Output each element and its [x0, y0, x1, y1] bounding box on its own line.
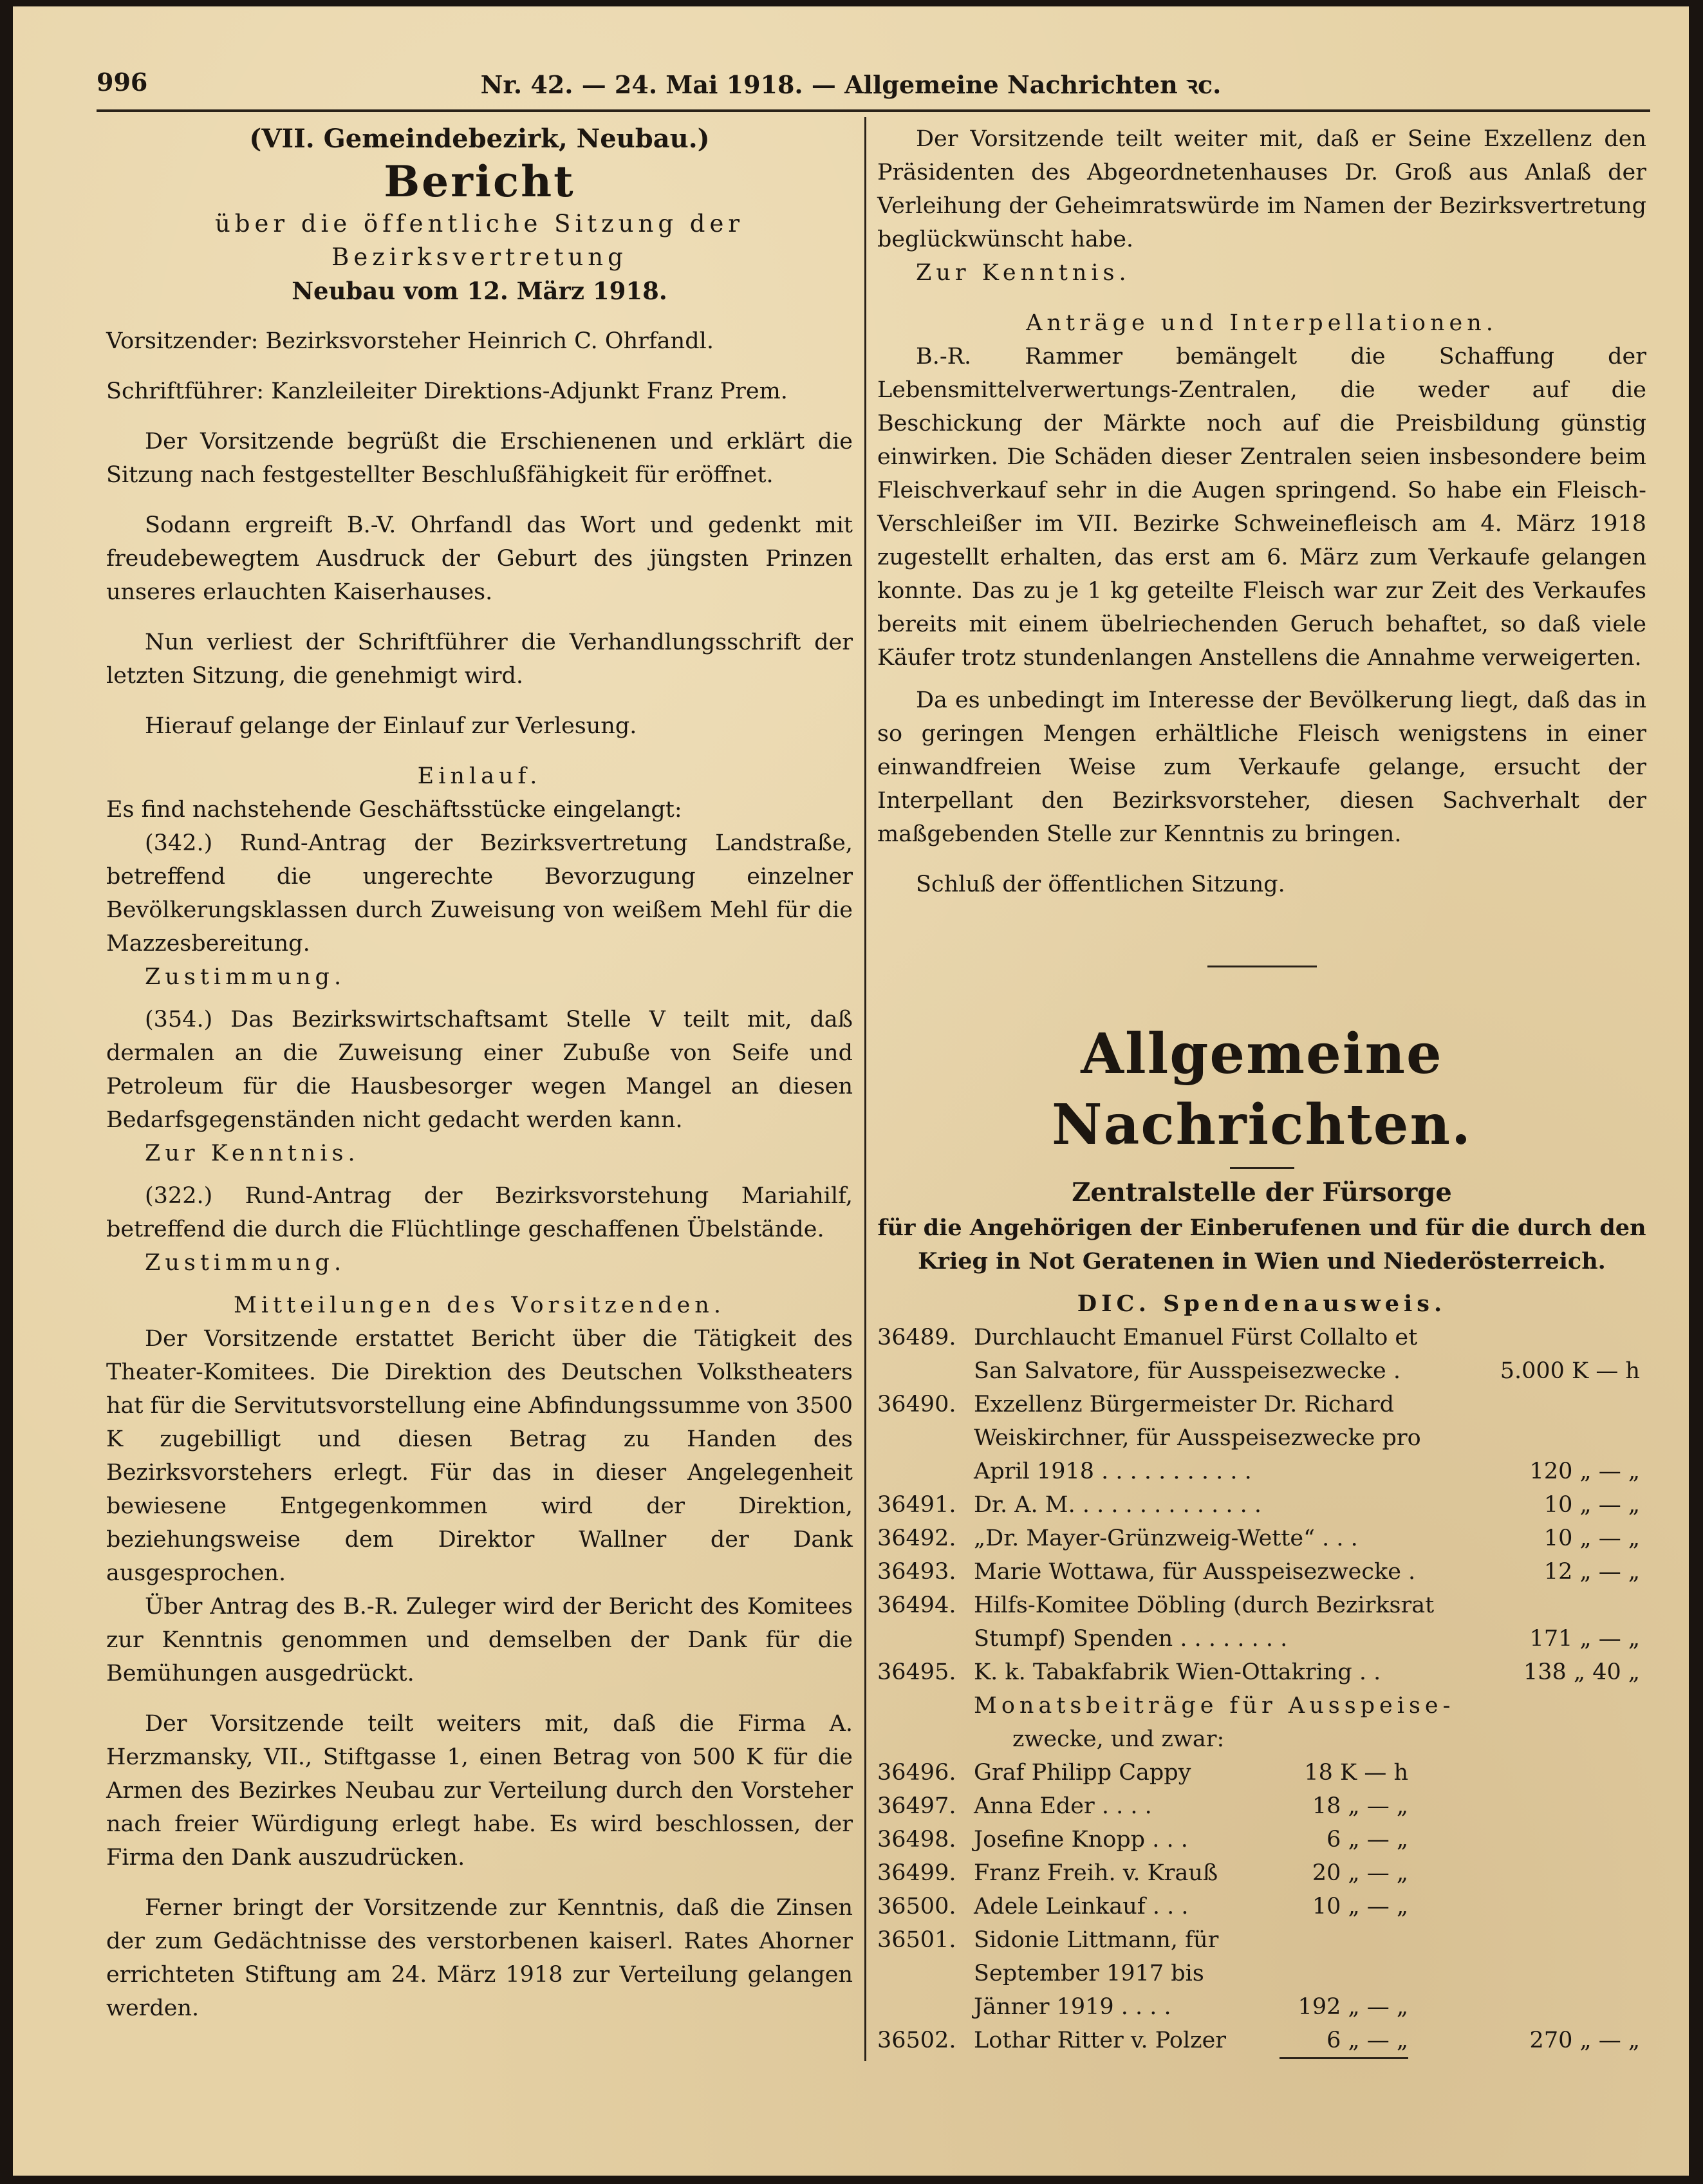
donation-row: Monatsbeiträge für Ausspeise-: [974, 1693, 1455, 1719]
org-subtitle: für die Angehörigen der Einberufenen und für die durch den Krieg in Not Geratenen in Wien und Niederösterreich.: [877, 1215, 1646, 1274]
donation-row: Jänner 1919 . . . . 192 „ — „: [974, 1994, 1408, 2020]
paragraph: Der Vorsitzende teilt weiter mit, daß er Seine Exzellenz den Präsidenten des Abgeordnetenhauses Dr. Groß aus Anlaß der Verleihung der Geheimratswürde im Namen der Bezirksvertretung beglückwünscht habe.: [877, 126, 1646, 252]
report-date: Neubau vom 12. März 1918.: [292, 277, 667, 305]
right-column: [877, 122, 1646, 2059]
donation-row: 36492. „Dr. Mayer-Grünzweig-Wette“ . . . 10 „ — „: [877, 1526, 1640, 1551]
donation-row: 36502. Lothar Ritter v. Polzer 6 „ — „ 270 „ — „: [877, 2024, 1646, 2059]
donation-row: 36493. Marie Wottawa, für Ausspeisezwecke . 12 „ — „: [877, 1559, 1640, 1585]
donation-row: 36498. Josefine Knopp . . . 6 „ — „: [877, 1827, 1408, 1853]
report-subtitle: über die öffentliche Sitzung der Bezirksvertretung: [214, 210, 745, 271]
donation-row: 36494. Hilfs-Komitee Döbling (durch Bezirksrat: [877, 1592, 1435, 1618]
left-column: [106, 122, 853, 2025]
donation-row: 36501. Sidonie Littmann, für: [877, 1927, 1219, 1953]
paragraph: Schluß der öffentlichen Sitzung.: [916, 872, 1285, 897]
donation-row: San Salvatore, für Ausspeisezwecke . 5.000 K — h: [974, 1358, 1640, 1384]
donation-row: April 1918 . . . . . . . . . . . 120 „ — „: [974, 1459, 1640, 1484]
news-title: Allgemeine Nachrichten.: [1051, 1022, 1472, 1157]
paragraph: Der Vorsitzende erstattet Bericht über die Tätigkeit des Theater-Komitees. Die Direktion des Deutschen Volkstheaters hat für die Servitutsvorstellung eine Abfindungssumme von 3500 K zugebilligt und diesen Betrag zu Handen des Bezirksvorstehers erlegt. Für das in dieser Angelegenheit bewiesene Entgegenkommen wird der Direktion, beziehungsweise dem Direktor Wallner der Dank ausgesprochen.: [106, 1326, 853, 1586]
agenda-result: Zur Kenntnis.: [916, 260, 1131, 286]
section-heading: Mitteilungen des Vorsitzenden.: [234, 1293, 725, 1318]
title-divider: [1230, 1167, 1294, 1169]
section-divider: [1207, 966, 1317, 967]
donation-row: 36500. Adele Leinkauf . . . 10 „ — „: [877, 1894, 1408, 1919]
paragraph: Der Vorsitzende begrüßt die Erschienenen und erklärt die Sitzung nach festgestellter Beschlußfähigkeit für eröffnet.: [106, 429, 853, 488]
paragraph: Nun verliest der Schriftführer die Verhandlungsschrift der letzten Sitzung, die genehmigt wird.: [106, 630, 853, 689]
newspaper-page: [13, 6, 1689, 2176]
agenda-result: Zur Kenntnis.: [145, 1141, 360, 1166]
agenda-result: Zustimmung.: [145, 964, 346, 990]
paragraph: B.-R. Rammer bemängelt die Schaffung der Lebensmittelverwertungs-Zentralen, die weder auf die Beschickung der Märkte noch auf die Preisbildung günstig einwirken. Die Schäden dieser Zentralen seien insbesondere beim Fleischverkauf sehr in die Augen springend. So habe ein Fleisch-Verschleißer im VII. Bezirke Schweinefleisch am 4. März 1918 zugestellt erhalten, das erst am 6. März zum Verkaufe gelangen konnte. Das zu je 1 kg geteilte Fleisch war zur Zeit des Verkaufes bereits mit einem übelriechenden Geruch behaftet, so daß viele Käufer trotz stundenlangen Anstellens die Annahme verweigerten.: [877, 344, 1646, 671]
agenda-result: Zustimmung.: [145, 1250, 346, 1276]
paragraph: Der Vorsitzende teilt weiters mit, daß die Firma A. Herzmansky, VII., Stiftgasse 1, einen Betrag von 500 K für die Armen des Bezirkes Neubau zur Verteilung durch den Vorsteher nach freier Würdigung erlegt habe. Es wird beschlossen, der Firma den Dank auszudrücken.: [106, 1711, 853, 1871]
donation-row: 36497. Anna Eder . . . . 18 „ — „: [877, 1793, 1408, 1819]
page-number: 996: [97, 68, 148, 97]
donation-row: 36489. Durchlaucht Emanuel Fürst Collalto et: [877, 1325, 1418, 1350]
section-heading: Anträge und Interpellationen.: [1026, 310, 1498, 336]
paragraph: Es find nachstehende Geschäftsstücke eingelangt:: [106, 797, 682, 823]
donation-row: Weiskirchner, für Ausspeisezwecke pro: [974, 1425, 1421, 1451]
paragraph: Über Antrag des B.-R. Zuleger wird der Bericht des Komitees zur Kenntnis genommen und demselben der Dank für die Bemühungen ausgedrückt.: [106, 1594, 853, 1686]
paragraph: Hierauf gelange der Einlauf zur Verlesung.: [145, 713, 637, 739]
donation-row: 36495. K. k. Tabakfabrik Wien-Ottakring . . 138 „ 40 „: [877, 1659, 1640, 1685]
donation-row: September 1917 bis: [974, 1961, 1204, 1986]
column-rule: [864, 117, 866, 2061]
district-heading: (VII. Gemeindebezirk, Neubau.): [249, 124, 710, 154]
donation-row: zwecke, und zwar:: [1012, 1726, 1225, 1752]
paragraph: Sodann ergreift B.-V. Ohrfandl das Wort und gedenkt mit freudebewegtem Ausdruck der Geburt des jüngsten Prinzen unseres erlauchten Kaiserhauses.: [106, 512, 853, 605]
agenda-item: (342.) Rund-Antrag der Bezirksvertretung Landstraße, betreffend die ungerechte Bevorzugung einzelner Bevölkerungsklassen durch Zuweisung von weißem Mehl für die Mazzesbereitung.: [106, 830, 853, 957]
chair-line: Vorsitzender: Bezirksvorsteher Heinrich C. Ohrfandl.: [106, 328, 714, 354]
paragraph: Da es unbedingt im Interesse der Bevölkerung liegt, daß das in so geringen Mengen erhältliche Fleisch wenigstens in einer einwandfreien Weise zum Verkaufe gelange, ersucht der Interpellant den Bezirksvorsteher, diesen Sachverhalt der maßgebenden Stelle zur Kenntnis zu bringen.: [877, 687, 1646, 847]
donation-row: 36496. Graf Philipp Cappy 18 K — h: [877, 1760, 1408, 1786]
header-rule: [97, 109, 1650, 112]
donation-list-title: DIC. Spendenausweis.: [1077, 1291, 1447, 1317]
donation-row: 36490. Exzellenz Bürgermeister Dr. Richard: [877, 1392, 1395, 1417]
agenda-item: (322.) Rund-Antrag der Bezirksvorstehung Mariahilf, betreffend die durch die Flüchtlinge geschaffenen Übelstände.: [106, 1183, 853, 1242]
donation-row: 36491. Dr. A. M. . . . . . . . . . . . . . 10 „ — „: [877, 1492, 1640, 1518]
donation-list: [877, 1321, 1646, 2059]
running-title: Nr. 42. — 24. Mai 1918. — Allgemeine Nachrichten ꝛc.: [480, 70, 1222, 99]
report-title: Bericht: [384, 156, 575, 207]
donation-row: 36499. Franz Freih. v. Krauß 20 „ — „: [877, 1860, 1408, 1886]
secretary-line: Schriftführer: Kanzleileiter Direktions-Adjunkt Franz Prem.: [106, 378, 788, 404]
donation-row: Stumpf) Spenden . . . . . . . . 171 „ — „: [974, 1626, 1640, 1652]
agenda-item: (354.) Das Bezirkswirtschaftsamt Stelle V teilt mit, daß dermalen an die Zuweisung einer Zubuße von Seife und Petroleum für die Hausbesorger wegen Mangel an diesen Bedarfsgegenständen nicht gedacht werden kann.: [106, 1007, 853, 1133]
paragraph: Ferner bringt der Vorsitzende zur Kenntnis, daß die Zinsen der zum Gedächtnisse des verstorbenen kaiserl. Rates Ahorner errichteten Stiftung am 24. März 1918 zur Verteilung gelangen werden.: [106, 1895, 853, 2021]
section-heading: Einlauf.: [417, 763, 542, 789]
org-title: Zentralstelle der Fürsorge: [1072, 1177, 1452, 1208]
